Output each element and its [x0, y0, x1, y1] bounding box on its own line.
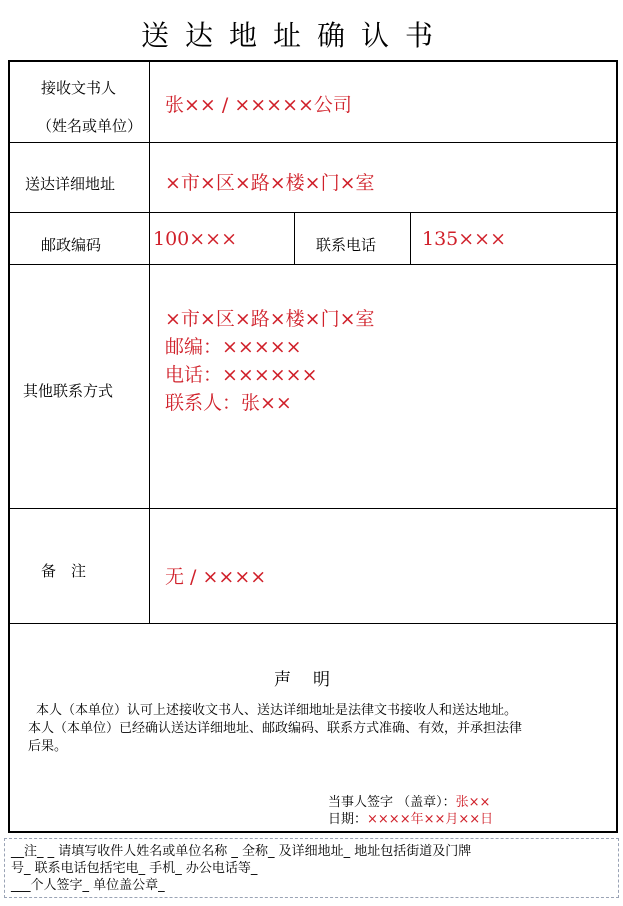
signature-value[interactable]: 张××	[455, 795, 491, 810]
other-contact-person[interactable]: 联系人：张××	[165, 392, 292, 414]
date-line	[328, 808, 493, 827]
postal-code-label: 邮政编码	[41, 236, 102, 254]
row-divider	[10, 508, 616, 509]
address-value[interactable]: ×市×区×路×楼×门×室	[165, 172, 375, 194]
recipient-label-sub: （姓名或单位）	[37, 117, 143, 135]
label-column-divider	[149, 62, 150, 623]
declaration-line-2: 本人（本单位）已经确认送达详细地址、邮政编码、联系方式准确、有效，并承担法律	[28, 721, 523, 736]
signature-label: 当事人签字 （盖章）：	[328, 795, 456, 810]
row-divider	[10, 212, 616, 213]
declaration-line-1: 本人（本单位）认可上述接收文书人、送达详细地址是法律文书接收人和送达地址。	[36, 703, 518, 718]
declaration-line-3: 后果。	[28, 739, 68, 754]
footnote-line-1: __注_ _ 请填写收件人姓名或单位名称 _ 全称_ 及详细地址_ 地址包括街道及门牌	[11, 844, 472, 859]
cell-divider	[294, 212, 295, 264]
other-contact-postcode[interactable]: 邮编：×××××	[165, 336, 302, 358]
row-divider	[10, 264, 616, 265]
row-divider	[10, 623, 616, 624]
remarks-value[interactable]: 无 / ××××	[165, 566, 267, 588]
other-contact-label: 其他联系方式	[23, 382, 114, 400]
declaration-title: 声明	[274, 670, 352, 690]
address-confirmation-form	[8, 60, 618, 833]
document-title: 送达地址确认书	[140, 19, 449, 52]
recipient-value[interactable]: 张×× / ×××××公司	[165, 94, 352, 116]
postal-code-value[interactable]: 100×××	[153, 228, 238, 250]
date-value[interactable]: ××××年××月××日	[367, 812, 494, 827]
other-contact-phone[interactable]: 电话：××××××	[165, 364, 318, 386]
date-label: 日期：	[328, 812, 368, 827]
remarks-label: 备 注	[41, 562, 87, 580]
phone-label: 联系电话	[316, 236, 377, 254]
recipient-label: 接收文书人	[41, 79, 117, 97]
phone-value[interactable]: 135×××	[422, 228, 507, 250]
footnote-line-2: 号_ 联系电话包括宅电_ 手机_ 办公电话等_	[11, 861, 258, 876]
footnote-line-3: ___个人签字_ 单位盖公章_	[11, 878, 165, 893]
row-divider	[10, 142, 616, 143]
address-label: 送达详细地址	[25, 175, 116, 193]
other-contact-address[interactable]: ×市×区×路×楼×门×室	[165, 308, 375, 330]
cell-divider	[410, 212, 411, 264]
footnote-box	[4, 838, 619, 898]
